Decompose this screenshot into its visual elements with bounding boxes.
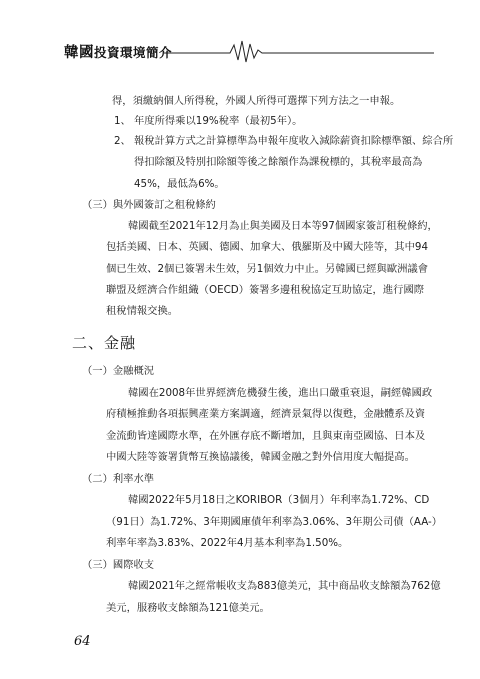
balance-line: 韓國2021年之經常帳收支為883億美元，其中商品收支餘額為762億: [128, 580, 441, 592]
balance-line: 美元，服務收支餘額為121億美元。: [106, 602, 270, 614]
treaty-paragraph-line: 包括美國、日本、英國、德國、加拿大、俄羅斯及中國大陸等，其中94: [106, 241, 429, 253]
finance-overview-line: 韓國在2008年世界經濟危機發生後，進出口嚴重衰退，嗣經韓國政: [128, 387, 433, 399]
balance-heading: （三）國際收支: [82, 559, 155, 571]
page-number: 64: [74, 634, 91, 649]
interest-line: （91日）為1.72%、3年期國庫債年利率為3.06%、3年期公司債（AA-）: [106, 516, 443, 528]
treaty-paragraph-line: 個已生效、2個已簽署未生效，另1個效力中止。另韓國已經與歐洲議會: [106, 263, 429, 275]
interest-line: 利率年率為3.83%、2022年4月基本利率為1.50%。: [106, 537, 349, 549]
finance-overview-line: 中國大陸等簽署貨幣互換協議後，韓國金融之對外信用度大幅提高。: [106, 451, 415, 463]
tax-intro-line: 得，須繳納個人所得稅，外國人所得可選擇下列方法之一申報。: [112, 95, 401, 107]
tax-item-1-text: 年度所得乘以19%稅率（最初5年）。: [134, 115, 303, 127]
header-title: 韓國投資環境簡介: [64, 45, 173, 61]
tax-item-2-number: 2、: [114, 135, 131, 147]
treaty-heading: （三）與外國簽訂之租稅條約: [82, 199, 216, 211]
tax-item-1-number: 1、: [114, 115, 131, 127]
finance-overview-heading: （一）金融概況: [82, 365, 155, 377]
treaty-paragraph-line: 韓國截至2021年12月為止與美國及日本等97個國家簽訂租稅條約，: [128, 220, 438, 232]
interest-heading: （二）利率水準: [82, 473, 155, 485]
page-header: [64, 32, 434, 64]
tax-item-2-line: 得扣除額及特別扣除額等後之餘額作為課稅標的，其稅率最高為: [134, 156, 423, 168]
tax-item-2-line: 報稅計算方式之計算標準為申報年度收入減除薪資扣除標準額、綜合所: [134, 135, 454, 147]
finance-overview-line: 府積極推動各項振興產業方案調適，經濟景氣得以復甦，金融體系及資: [106, 408, 426, 420]
treaty-paragraph-line: 聯盟及經濟合作組織（OECD）簽署多邊租稅協定互助協定，進行國際: [106, 284, 425, 296]
interest-line: 韓國2022年5月18日之KORIBOR（3個月）年利率為1.72%、CD: [128, 494, 430, 506]
treaty-paragraph-line: 租稅情報交換。: [106, 305, 179, 317]
tax-item-2-line: 45%，最低為6%。: [134, 178, 225, 190]
section-heading-finance: 二、金融: [72, 334, 137, 352]
finance-overview-line: 金流動皆達國際水準，在外匯存底不斷增加，且與東南亞國協、日本及: [106, 430, 426, 442]
